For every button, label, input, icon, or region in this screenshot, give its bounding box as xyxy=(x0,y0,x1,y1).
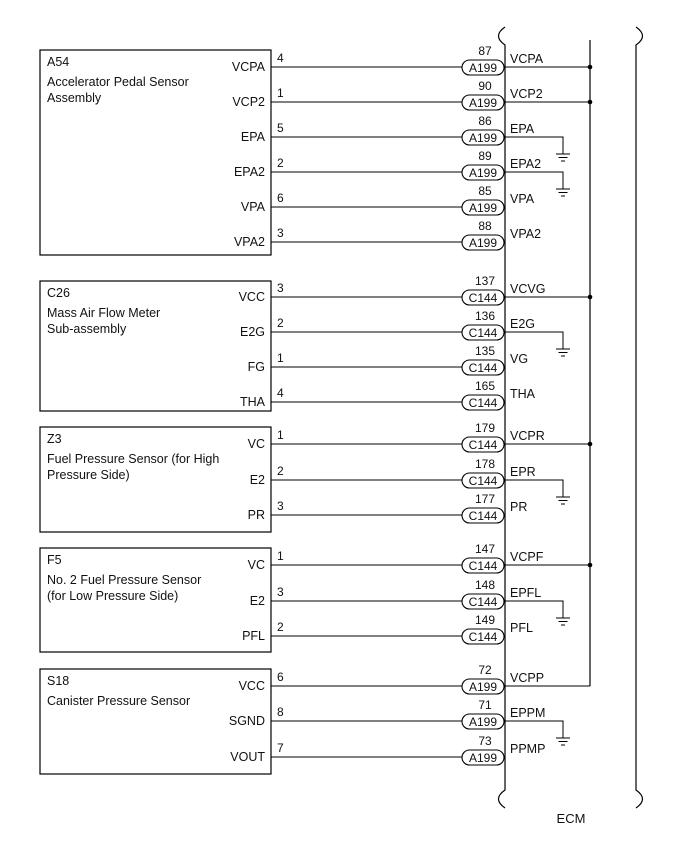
connector-code: C144 xyxy=(468,559,498,573)
ecm-pin-number: 90 xyxy=(478,79,492,93)
ecm-label: ECM xyxy=(556,811,586,826)
component-pin-label: E2G xyxy=(239,325,265,339)
ecm-signal-label: PR xyxy=(510,500,528,514)
wire-pin-number: 4 xyxy=(277,386,284,400)
component-pin-label: VC xyxy=(247,558,265,572)
ecm-pin-number: 165 xyxy=(474,379,496,393)
wire-pin-number: 1 xyxy=(277,351,284,365)
component-pin-label: VOUT xyxy=(230,750,265,764)
wire-tha xyxy=(240,379,536,410)
connector-code: C144 xyxy=(468,595,498,609)
connector-code: A199 xyxy=(468,715,498,729)
ecm-pin-number: 71 xyxy=(478,698,492,712)
connector-code: A199 xyxy=(468,201,498,215)
ecm-pin-number: 86 xyxy=(478,114,492,128)
connector-code: A199 xyxy=(468,166,498,180)
connector-code: A199 xyxy=(468,96,498,110)
wire-pin-number: 5 xyxy=(277,121,284,135)
connector-code: C144 xyxy=(468,291,498,305)
component-name: Pressure Side) xyxy=(47,468,130,482)
ecm-signal-label: EPFL xyxy=(510,586,542,600)
ecm-pin-number: 177 xyxy=(474,492,496,506)
component-s18 xyxy=(40,663,590,774)
wire-epfl xyxy=(250,578,570,625)
component-pin-label: FG xyxy=(247,360,265,374)
wire-vcpp xyxy=(239,663,590,694)
ecm-pin-number: 136 xyxy=(474,309,496,323)
junction-dot xyxy=(588,100,593,105)
connector-code: C144 xyxy=(468,438,498,452)
ecm-pin-number: 179 xyxy=(474,421,496,435)
wire-ppmp xyxy=(230,734,545,765)
ecm-signal-label: VCP2 xyxy=(510,87,543,101)
ecm-signal-label: VCPP xyxy=(510,671,545,685)
ecm-pin-number: 88 xyxy=(478,219,492,233)
component-name: Mass Air Flow Meter xyxy=(47,306,161,320)
ecm-signal-label: VPA xyxy=(510,192,535,206)
wire-pin-number: 3 xyxy=(277,585,284,599)
ecm-pin-number: 87 xyxy=(478,44,492,58)
wire-vg xyxy=(248,344,528,375)
ecm-signal-label: EPA2 xyxy=(510,157,542,171)
wire-pin-number: 1 xyxy=(277,428,284,442)
connector-code: A199 xyxy=(468,131,498,145)
ecm-right-edge xyxy=(636,27,643,808)
junction-dot xyxy=(588,442,593,447)
component-z3 xyxy=(40,421,592,532)
wire-pin-number: 3 xyxy=(277,281,284,295)
ecm-signal-label: THA xyxy=(510,387,535,401)
connector-code: A199 xyxy=(468,61,498,75)
ecm-pin-number: 89 xyxy=(478,149,492,163)
junction-dot xyxy=(588,563,593,568)
ecm-pin-number: 72 xyxy=(478,663,492,677)
ground-wire xyxy=(505,172,563,189)
wire-pfl xyxy=(242,613,533,644)
component-c26 xyxy=(40,274,592,411)
component-id: Z3 xyxy=(47,432,62,446)
connector-code: A199 xyxy=(468,236,498,250)
wire-pin-number: 4 xyxy=(277,51,284,65)
wire-pin-number: 1 xyxy=(277,86,284,100)
ecm-pin-number: 178 xyxy=(474,457,496,471)
wire-epr xyxy=(250,457,570,504)
component-pin-label: PR xyxy=(247,508,265,522)
component-pin-label: VCPA xyxy=(231,60,265,74)
component-name: No. 2 Fuel Pressure Sensor xyxy=(47,573,202,587)
ground-wire xyxy=(505,480,563,497)
component-pin-label: VC xyxy=(247,437,265,451)
wire-pin-number: 3 xyxy=(277,226,284,240)
ecm-signal-label: PPMP xyxy=(510,742,546,756)
ecm-signal-label: VCPA xyxy=(510,52,544,66)
ecm-signal-label: PFL xyxy=(510,621,533,635)
ecm-pin-number: 137 xyxy=(474,274,496,288)
wire-pin-number: 2 xyxy=(277,620,284,634)
ground-wire xyxy=(505,332,563,349)
wire-pr xyxy=(248,492,528,523)
ecm-pin-number: 148 xyxy=(474,578,496,592)
component-pin-label: VPA xyxy=(240,200,265,214)
component-name: Accelerator Pedal Sensor xyxy=(47,75,189,89)
ecm-signal-label: VCPR xyxy=(510,429,545,443)
wire-pin-number: 6 xyxy=(277,191,284,205)
wire-pin-number: 6 xyxy=(277,670,284,684)
wire-pin-number: 2 xyxy=(277,464,284,478)
wire-pin-number: 8 xyxy=(277,705,284,719)
wire-vpa xyxy=(241,184,535,215)
ecm-signal-label: EPR xyxy=(510,465,536,479)
wire-epa2 xyxy=(234,149,570,196)
connector-code: A199 xyxy=(468,751,498,765)
connector-code: C144 xyxy=(468,361,498,375)
junction-dot xyxy=(588,295,593,300)
ecm-pin-number: 149 xyxy=(474,613,496,627)
connector-code: C144 xyxy=(468,630,498,644)
component-f5 xyxy=(40,542,592,652)
wire-pin-number: 2 xyxy=(277,156,284,170)
ecm-signal-label: E2G xyxy=(510,317,536,331)
wire-pin-number: 7 xyxy=(277,741,284,755)
component-pin-label: VPA2 xyxy=(233,235,265,249)
component-a54 xyxy=(40,44,592,255)
wire-vpa2 xyxy=(234,219,541,250)
wire-vcpf xyxy=(248,542,593,573)
wire-epa xyxy=(241,114,570,161)
ecm-pin-number: 147 xyxy=(474,542,496,556)
connector-code: C144 xyxy=(468,474,498,488)
component-pin-label: THA xyxy=(240,395,265,409)
component-name: (for Low Pressure Side) xyxy=(47,589,179,603)
connector-code: C144 xyxy=(468,509,498,523)
component-id: A54 xyxy=(47,55,70,69)
ecm-pin-number: 135 xyxy=(474,344,496,358)
component-pin-label: EPA2 xyxy=(233,165,265,179)
component-pin-label: EPA xyxy=(240,130,265,144)
component-pin-label: VCC xyxy=(238,679,265,693)
wire-vcpr xyxy=(248,421,593,452)
ecm-pin-number: 85 xyxy=(478,184,492,198)
ecm-pin-number: 73 xyxy=(478,734,492,748)
junction-dot xyxy=(588,65,593,70)
component-name: Sub-assembly xyxy=(47,322,127,336)
wire-e2g xyxy=(240,309,570,356)
wire-pin-number: 2 xyxy=(277,316,284,330)
component-pin-label: VCP2 xyxy=(232,95,265,109)
ground-wire xyxy=(505,601,563,618)
ecm-signal-label: EPA xyxy=(510,122,535,136)
component-pin-label: E2 xyxy=(249,594,265,608)
ecm-signal-label: VCPF xyxy=(510,550,544,564)
connector-code: C144 xyxy=(468,396,498,410)
component-name: Canister Pressure Sensor xyxy=(47,694,191,708)
component-name: Assembly xyxy=(47,91,102,105)
component-pin-label: VCC xyxy=(238,290,265,304)
ecm-signal-label: VPA2 xyxy=(510,227,542,241)
component-id: S18 xyxy=(47,674,70,688)
ecm-signal-label: VCVG xyxy=(510,282,546,296)
ecm-signal-label: VG xyxy=(510,352,529,366)
ground-wire xyxy=(505,137,563,154)
wire-vcpa xyxy=(232,44,592,75)
component-pin-label: E2 xyxy=(249,473,265,487)
component-id: F5 xyxy=(47,553,62,567)
component-pin-label: PFL xyxy=(242,629,265,643)
connector-code: C144 xyxy=(468,326,498,340)
component-box xyxy=(40,281,271,411)
component-pin-label: SGND xyxy=(228,714,265,728)
wire-vcvg xyxy=(239,274,593,305)
wire-eppm xyxy=(229,698,570,745)
connector-code: A199 xyxy=(468,680,498,694)
ground-wire xyxy=(505,721,563,738)
wire-pin-number: 3 xyxy=(277,499,284,513)
ecm-signal-label: EPPM xyxy=(510,706,546,720)
component-id: C26 xyxy=(47,286,70,300)
wire-vcp2 xyxy=(232,79,592,110)
component-name: Fuel Pressure Sensor (for High xyxy=(47,452,220,466)
wire-pin-number: 1 xyxy=(277,549,284,563)
